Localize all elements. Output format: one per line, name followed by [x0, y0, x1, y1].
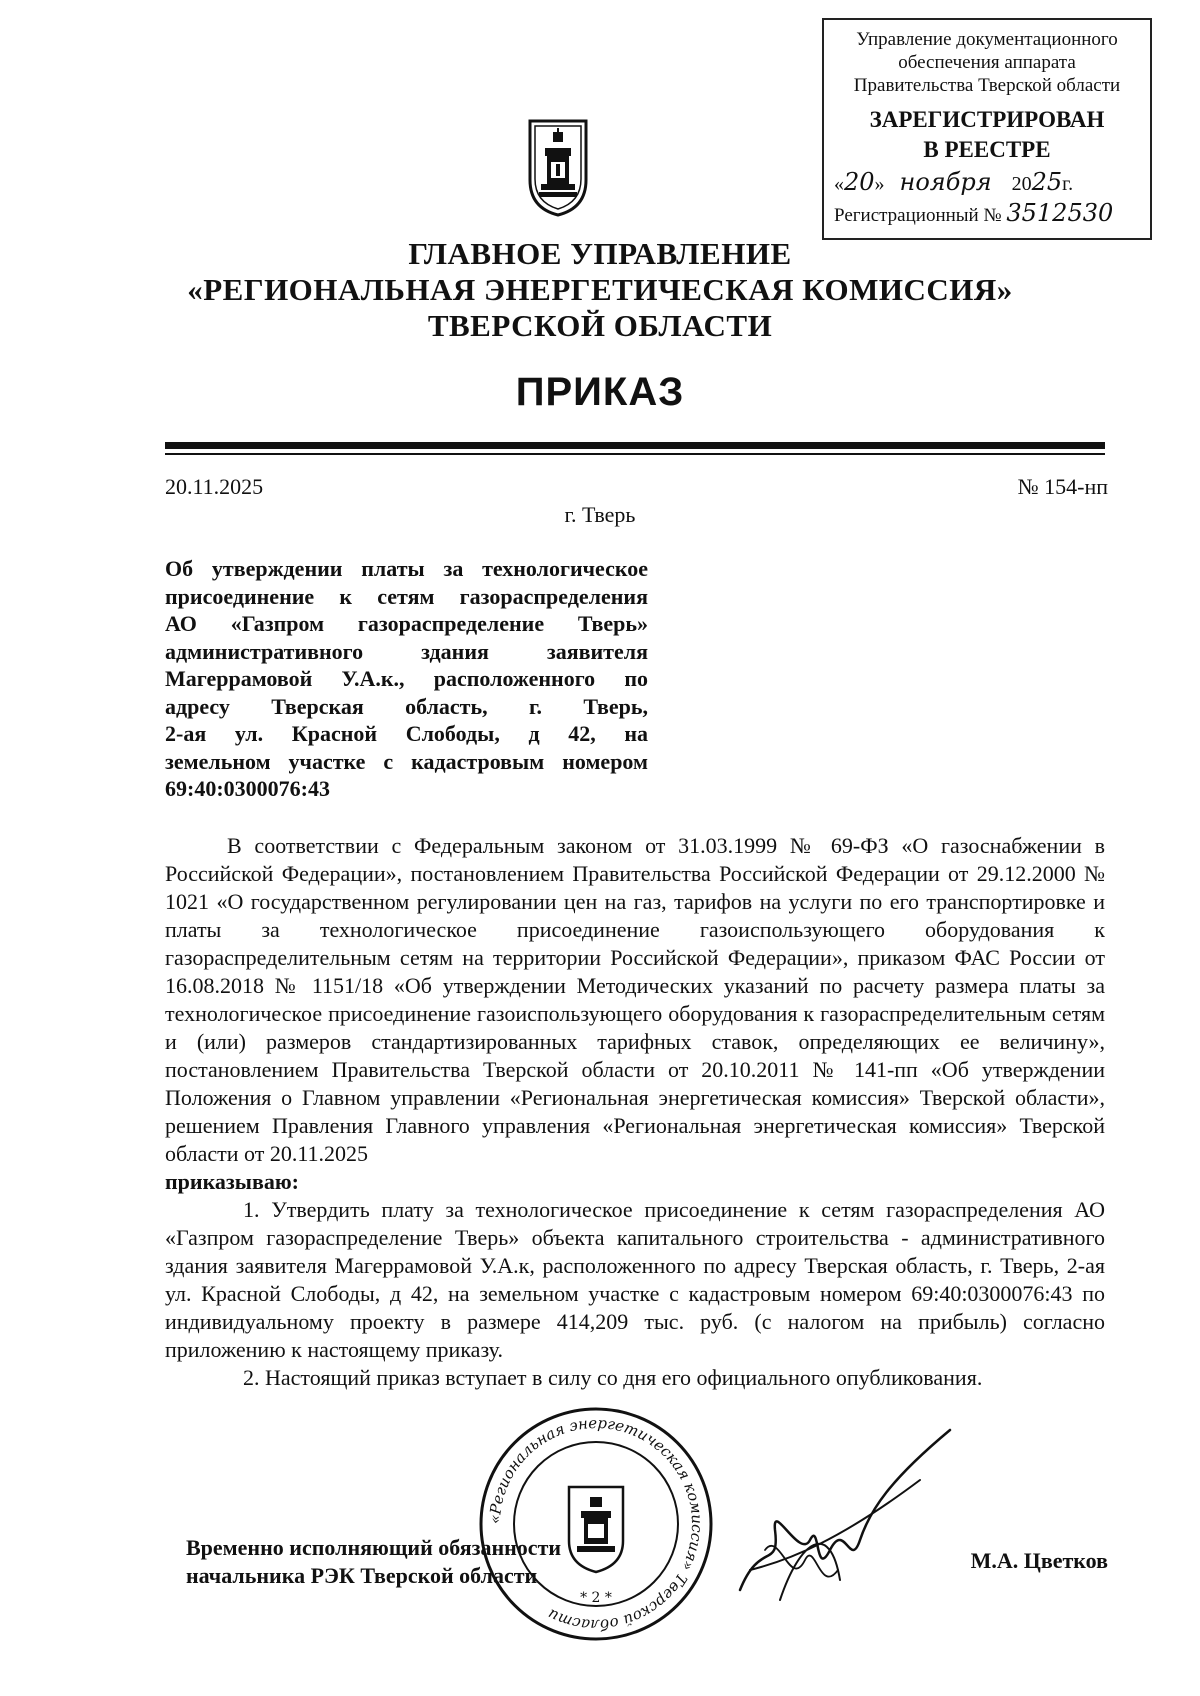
subject-line: Магеррамовой У.А.к., расположенного по	[165, 666, 648, 691]
stamp-line: Управление документационного	[856, 29, 1118, 50]
document-number: № 154-нп	[1017, 474, 1108, 499]
subject-line: 2-ая ул. Красной Слободы, д 42, на	[165, 721, 648, 746]
stamp-date: «20» ноября 2025г.	[834, 168, 1074, 196]
stamp-status-line: В РЕЕСТРЕ	[923, 137, 1051, 162]
order-word: приказываю:	[165, 1169, 299, 1194]
stamp-date-day: 20	[844, 168, 875, 196]
document-subject	[165, 555, 648, 803]
stamp-line: обеспечения аппарата	[898, 52, 1076, 73]
order-item: 2. Настоящий приказ вступает в силу со дня его официального опубликования.	[243, 1365, 983, 1390]
stamp-registration-number	[824, 199, 1150, 227]
stamp-date-suffix: г.	[1062, 173, 1074, 195]
org-line: ТВЕРСКОЙ ОБЛАСТИ	[427, 308, 773, 343]
document-city: г. Тверь	[564, 502, 636, 527]
stamp-date-year-suffix: 25	[1031, 168, 1063, 196]
stamp-date-month: ноября	[899, 168, 992, 196]
document-date: 20.11.2025	[165, 474, 264, 499]
subject-line: земельном участке с кадастровым номером	[165, 748, 648, 774]
signatory-name: М.А. Цветков	[970, 1548, 1108, 1573]
document-body	[165, 832, 1105, 1392]
org-line: ГЛАВНОЕ УПРАВЛЕНИЕ	[408, 236, 792, 271]
subject-line: адресу Тверская область, г. Тверь,	[165, 693, 648, 719]
signatory-title-line: начальника РЭК Тверской области	[186, 1563, 538, 1588]
stamp-status	[824, 105, 1150, 165]
order-item: 1. Утвердить плату за технологическое присоединение к сетям газораспределения АО «Газпром газораспределение Тверь» объекта капитального строительства - административного здания заявителя Магеррамовой У.А.к, расположенного по адресу Тверская область, г. Тверь, 2-ая ул. Красной Слободы, д 42, на земельном участке с кадастровым номером 69:40:0300076:43 по индивидуальному проекту в размере 414,209 тыс. руб. (с налогом на прибыль) согласно приложению к настоящему приказу.	[165, 1197, 1105, 1362]
stamp-reg-number: 3512530	[1006, 199, 1114, 227]
subject-line: присоединение к сетям газораспределения	[165, 583, 648, 609]
seal-mark: * 2 *	[580, 1590, 612, 1606]
preamble-paragraph: В соответствии с Федеральным законом от 31.03.1999 № 69-ФЗ «О газоснабжении в Российской Федерации», постановлением Правительства Российской Федерации от 29.12.2000 № 1021 «О государственном регулировании цен на газ, тарифов на услуги по его транспортировке и платы за технологическое присоединение газоиспользующего оборудования к газораспределительным сетям на территории Российской Федерации», приказом ФАС России от 16.08.2018 № 1151/18 «Об утверждении Методических указаний по расчету размера платы за технологическое присоединение газоиспользующего оборудования к газораспределительным сетям и (или) размеров стандартизированных тарифных ставок, определяющих ее величину», постановлением Правительства Тверской области от 20.10.2011 № 141-пп «Об утверждении Положения о Главном управлении «Региональная энергетическая комиссия» Тверской области», решением Правления Главного управления «Региональная энергетическая комиссия» Тверской области от 20.11.2025	[165, 833, 1105, 1166]
subject-line: 69:40:0300076:43	[165, 776, 330, 801]
stamp-status-line: ЗАРЕГИСТРИРОВАН	[869, 107, 1105, 132]
organization-name	[150, 236, 1050, 344]
subject-line: административного здания заявителя	[165, 638, 648, 664]
handwritten-signature	[720, 1420, 960, 1620]
org-line: «РЕГИОНАЛЬНАЯ ЭНЕРГЕТИЧЕСКАЯ КОМИССИЯ»	[187, 272, 1013, 307]
stamp-date-year-prefix: 20	[1011, 173, 1032, 195]
stamp-line: Правительства Тверской области	[853, 75, 1121, 96]
signatory-title-line: Временно исполняющий обязанности	[186, 1535, 562, 1560]
subject-line: Об утверждении платы за технологическое	[165, 556, 648, 581]
document-type: ПРИКАЗ	[515, 370, 685, 414]
tver-coat-of-arms-icon	[527, 118, 589, 218]
seal-coat-of-arms-icon	[569, 1487, 623, 1572]
seal-text: «Региональная энергетическая комиссия» Тверской области	[485, 1413, 707, 1635]
official-seal	[477, 1405, 715, 1643]
header-rule-thick	[165, 442, 1105, 449]
stamp-reg-label: Регистрационный №	[834, 205, 1002, 226]
subject-line: АО «Газпром газораспределение Тверь»	[165, 611, 648, 636]
registration-stamp	[822, 18, 1152, 240]
header-rule-thin	[165, 453, 1105, 455]
